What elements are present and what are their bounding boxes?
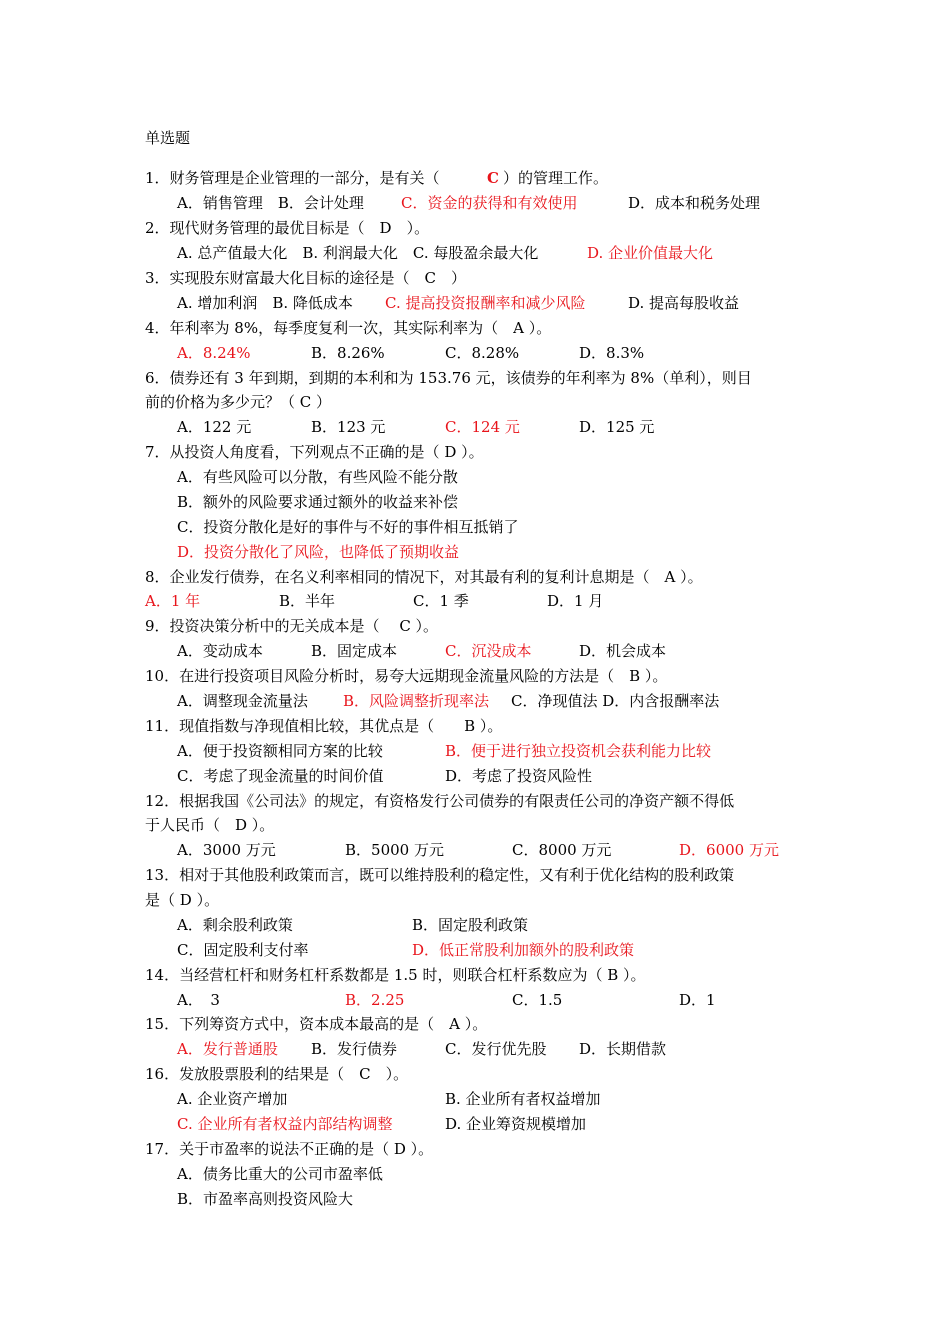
line-text: C．净现值法 D．内含报酬率法: [511, 692, 720, 710]
line-text: D. 企业筹资规模增加: [445, 1115, 587, 1133]
line-text: C．投资分散化是好的事件与不好的事件相互抵销了: [177, 518, 519, 536]
line-text: A．销售管理 B．会计处理: [177, 194, 379, 212]
line-text: A．3000 万元: [177, 841, 276, 859]
line-text: 10．在进行投资项目风险分析时，易夸大远期现金流量风险的方法是（ B ）。: [145, 667, 668, 685]
line-text: D．8.3%: [579, 344, 645, 362]
line-text: B．5000 万元: [345, 841, 444, 859]
correct-answer-text: C. 企业所有者权益内部结构调整: [177, 1115, 393, 1133]
line-text: C．固定股利支付率: [177, 941, 309, 959]
line-text: B．123 元: [311, 418, 386, 436]
correct-answer-text: C. 提高投资报酬率和减少风险: [385, 294, 586, 312]
line-text: B．8.26%: [311, 344, 385, 362]
line-text: A．债务比重大的公司市盈率低: [177, 1165, 383, 1183]
line-text: 12．根据我国《公司法》的规定，有资格发行公司债券的有限责任公司的净资产额不得低: [145, 792, 735, 810]
line-text: 8．企业发行债券，在名义利率相同的情况下，对其最有利的复利计息期是（ A ）。: [145, 568, 703, 586]
line-text: A．便于投资额相同方案的比较: [177, 742, 383, 760]
line-text: A. 增加利润 B. 降低成本: [177, 294, 368, 312]
correct-answer-text: D．6000 万元: [679, 841, 779, 859]
line-text: C．发行优先股: [445, 1040, 547, 1058]
correct-answer-text: B．2.25: [345, 991, 405, 1009]
line-text: 13．相对于其他股利政策而言，既可以维持股利的稳定性，又有利于优化结构的股利政策: [145, 866, 735, 884]
line-text: B．发行债券: [311, 1040, 398, 1058]
correct-answer-text: D．低正常股利加额外的股利政策: [412, 941, 635, 959]
line-text: D．125 元: [579, 418, 655, 436]
line-text: 前的价格为多少元？（ C ）: [145, 393, 332, 411]
line-text: A. 企业资产增加: [177, 1090, 288, 1108]
correct-answer-text: B．便于进行独立投资机会获利能力比较: [445, 742, 712, 760]
line-text: D．1 月: [547, 592, 604, 610]
correct-answer-text: D．投资分散化了风险，也降低了预期收益: [177, 543, 460, 561]
correct-answer-text: B．风险调整折现率法: [343, 692, 490, 710]
line-text: A． 3: [177, 991, 220, 1009]
line-text: 11．现值指数与净现值相比较，其优点是（ B ）。: [145, 717, 503, 735]
line-text: 是（ D ）。: [145, 891, 220, 909]
line-text: 9．投资决策分析中的无关成本是（ C ）。: [145, 617, 439, 635]
correct-answer-text: C．沉没成本: [445, 642, 532, 660]
line-text: A．调整现金流量法: [177, 692, 323, 710]
line-text: D. 提高每股收益: [613, 294, 740, 312]
line-text: C．1.5: [512, 991, 563, 1009]
line-text: A．有些风险可以分散，有些风险不能分散: [177, 468, 458, 486]
line-text: D．1: [679, 991, 716, 1009]
line-text: C．8000 万元: [512, 841, 612, 859]
section-title: 单选题: [145, 129, 191, 147]
line-text: 1．财务管理是企业管理的一部分，是有关（: [145, 169, 440, 187]
line-text: D．成本和税务处理: [613, 194, 761, 212]
line-text: B．额外的风险要求通过额外的收益来补偿: [177, 493, 459, 511]
line-text: D．机会成本: [579, 642, 667, 660]
line-text: 6．债券还有 3 年到期，到期的本利和为 153.76 元，该债券的年利率为 8%（单利），则目: [145, 369, 752, 387]
correct-answer-text: C．124 元: [445, 418, 520, 436]
line-text: D．长期借款: [579, 1040, 667, 1058]
line-text: B．半年: [279, 592, 336, 610]
line-text: 14．当经营杠杆和财务杠杆系数都是 1.5 时，则联合杠杆系数应为（ B ）。: [145, 966, 646, 984]
line-text: A．122 元: [177, 418, 252, 436]
line-text: C．8.28%: [445, 344, 520, 362]
correct-answer-text: C: [487, 169, 499, 187]
line-text: 15．下列筹资方式中，资本成本最高的是（ A ）。: [145, 1015, 488, 1033]
correct-answer-text: A．发行普通股: [177, 1040, 278, 1058]
line-text: 3．实现股东财富最大化目标的途径是（ C ）: [145, 269, 467, 287]
line-text: B．固定股利政策: [412, 916, 529, 934]
line-text: ）的管理工作。: [503, 169, 609, 187]
line-text: 16．发放股票股利的结果是（ C ）。: [145, 1065, 409, 1083]
correct-answer-text: A．1 年: [145, 592, 201, 610]
line-text: A. 总产值最大化 B. 利润最大化 C. 每股盈余最大化: [177, 244, 554, 262]
line-text: 17．关于市盈率的说法不正确的是（ D ）。: [145, 1140, 434, 1158]
line-text: 于人民币（ D ）。: [145, 816, 275, 834]
line-text: C．1 季: [413, 592, 469, 610]
correct-answer-text: A．8.24%: [177, 344, 251, 362]
line-text: A．变动成本: [177, 642, 263, 660]
line-text: B．固定成本: [311, 642, 398, 660]
line-text: 2．现代财务管理的最优目标是（ D ）。: [145, 219, 430, 237]
correct-answer-text: C．资金的获得和有效使用: [401, 194, 578, 212]
line-text: 7．从投资人角度看，下列观点不正确的是（ D ）。: [145, 443, 484, 461]
correct-answer-text: D. 企业价值最大化: [587, 244, 714, 262]
line-text: A．剩余股利政策: [177, 916, 293, 934]
line-text: B. 企业所有者权益增加: [445, 1090, 601, 1108]
line-text: B．市盈率高则投资风险大: [177, 1190, 354, 1208]
line-text: 4．年利率为 8%，每季度复利一次，其实际利率为（ A ）。: [145, 319, 552, 337]
line-text: D．考虑了投资风险性: [445, 767, 593, 785]
line-text: C．考虑了现金流量的时间价值: [177, 767, 384, 785]
